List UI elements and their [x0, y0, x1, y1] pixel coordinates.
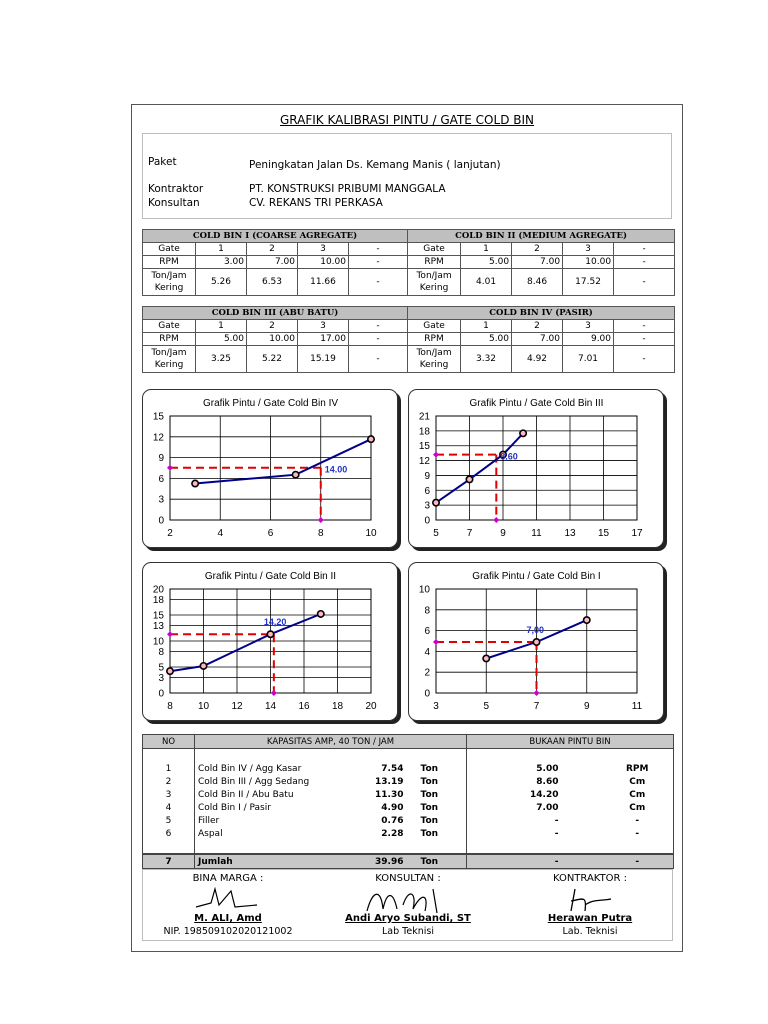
cell: 5.00: [461, 333, 512, 346]
bin-2-title: COLD BIN II (MEDIUM AGREGATE): [408, 230, 675, 243]
row-name: Cold Bin III / Agg Sedang: [195, 775, 367, 788]
cell: 2: [247, 320, 298, 333]
signature-kontraktor-mark: [561, 885, 621, 915]
row-value: 7.54: [381, 763, 404, 774]
cell: 3.00: [196, 256, 247, 269]
y-tick-label: 9: [158, 453, 164, 465]
y-tick-label: 15: [418, 441, 430, 453]
x-tick-label: 11: [531, 528, 542, 539]
cell: -: [614, 243, 675, 256]
cell: 1: [461, 243, 512, 256]
y-tick-label: 15: [152, 411, 164, 423]
cell: -: [349, 243, 408, 256]
cell: 1: [196, 243, 247, 256]
data-point: [167, 668, 173, 674]
ton-label-2: Kering: [419, 360, 449, 370]
cell: 3: [563, 320, 614, 333]
row-open-unit: RPM: [602, 762, 674, 775]
row-value: 11.30: [375, 789, 404, 800]
cell: 2: [512, 243, 563, 256]
chart-bin-iv: [143, 390, 397, 547]
ton-label-2: Kering: [154, 283, 184, 293]
cell: 17.00: [298, 333, 349, 346]
x-tick-label: 4: [217, 528, 224, 539]
spacer: [562, 801, 602, 814]
row-unit: Ton: [407, 827, 467, 840]
series-line: [195, 439, 371, 483]
row-open: -: [554, 815, 559, 826]
readout-marker-y: [433, 639, 439, 645]
bin-table-1-2: [142, 229, 675, 296]
readout-label: 14.00: [324, 464, 348, 475]
y-tick-label: 6: [424, 626, 430, 638]
chart-title: Grafik Pintu / Gate Cold Bin III: [469, 398, 604, 409]
summary-row: [143, 775, 674, 788]
nip-bina-marga: NIP. 198509102020121002: [163, 926, 293, 937]
gate-label: Gate: [143, 243, 196, 256]
cell: 5.26: [196, 269, 247, 296]
capacity-summary-table: [142, 734, 674, 869]
calibration-sheet: [131, 104, 683, 952]
x-tick-label: 6: [267, 528, 274, 539]
y-tick-label: 8: [424, 605, 430, 617]
bin-4-title: COLD BIN IV (PASIR): [408, 307, 675, 320]
cell: 10.00: [563, 256, 614, 269]
row-open-unit: Cm: [602, 801, 674, 814]
row-name: Cold Bin II / Abu Batu: [195, 788, 367, 801]
row-no: 5: [143, 814, 195, 827]
readout-label: 14,20: [263, 617, 287, 628]
data-point: [292, 472, 298, 478]
cell: 5.00: [196, 333, 247, 346]
data-point: [533, 639, 539, 645]
readout-label: 8,60: [500, 451, 518, 462]
cell: 2: [247, 243, 298, 256]
x-tick-label: 5: [433, 528, 439, 539]
cell: 5.22: [247, 346, 298, 373]
y-tick-label: 6: [424, 485, 430, 497]
total-no: 7: [143, 854, 195, 869]
cell: 17.52: [563, 269, 614, 296]
signature-konsultan: [323, 873, 493, 937]
readout-marker-x: [271, 690, 277, 696]
x-tick-label: 5: [483, 701, 490, 712]
cell: -: [349, 333, 408, 346]
y-tick-label: 10: [418, 584, 430, 596]
chart-title: Grafik Pintu / Gate Cold Bin I: [472, 571, 601, 582]
x-tick-label: 13: [564, 528, 576, 539]
page-title: GRAFIK KALIBRASI PINTU / GATE COLD BIN: [280, 113, 534, 127]
x-tick-label: 20: [365, 701, 377, 712]
row-name: Filler: [195, 814, 367, 827]
bin-table-3-4: [142, 306, 675, 373]
row-name: Cold Bin I / Pasir: [195, 801, 367, 814]
chart-bin-i: [409, 563, 663, 720]
signature-kontraktor: [505, 873, 675, 937]
ton-label-1: Ton/Jam: [151, 271, 187, 281]
y-tick-label: 0: [158, 688, 164, 700]
y-tick-label: 0: [158, 515, 164, 527]
summary-row: [143, 762, 674, 775]
cell: 3.25: [196, 346, 247, 373]
summary-row: [143, 801, 674, 814]
rpm-label: RPM: [143, 256, 196, 269]
x-tick-label: 12: [231, 701, 243, 712]
cell: 3.32: [461, 346, 512, 373]
spacer: [562, 762, 602, 775]
total-open-unit: -: [602, 854, 674, 869]
gate-label: Gate: [143, 320, 196, 333]
cell: -: [614, 256, 675, 269]
y-tick-label: 18: [152, 594, 164, 606]
spacer: [562, 827, 602, 840]
signature-konsultan-mark: [363, 883, 453, 917]
cell: 6.53: [247, 269, 298, 296]
x-tick-label: 11: [631, 701, 643, 712]
title-kontraktor: Lab. Teknisi: [562, 926, 618, 937]
kontraktor-label: Kontraktor: [148, 183, 204, 195]
chart-panel-bin-i: [408, 562, 664, 721]
y-tick-label: 6: [158, 473, 164, 485]
ton-label-2: Kering: [154, 360, 184, 370]
readout-label: 7,00: [526, 625, 545, 636]
series-line: [170, 614, 321, 671]
cell: -: [614, 269, 675, 296]
cell: 4.01: [461, 269, 512, 296]
cell: 9.00: [563, 333, 614, 346]
ton-label-2: Kering: [419, 283, 449, 293]
cell: 4.92: [512, 346, 563, 373]
row-open: 8.60: [536, 776, 559, 787]
cell: 3: [298, 320, 349, 333]
cell: 8.46: [512, 269, 563, 296]
row-open: -: [554, 828, 559, 839]
cell: -: [614, 333, 675, 346]
x-tick-label: 18: [331, 701, 344, 712]
spacer: [562, 788, 602, 801]
x-tick-label: 7: [466, 528, 473, 539]
data-point: [318, 611, 324, 617]
project-info-box: [142, 133, 672, 219]
role-bina-marga: BINA MARGA :: [192, 873, 264, 884]
cell: 7.00: [512, 256, 563, 269]
series-line: [436, 433, 523, 502]
chart-title: Grafik Pintu / Gate Cold Bin IV: [202, 398, 339, 409]
y-tick-label: 3: [158, 672, 164, 684]
row-open: 5.00: [536, 763, 559, 774]
row-no: 4: [143, 801, 195, 814]
row-unit: Ton: [407, 814, 467, 827]
row-no: 6: [143, 827, 195, 840]
kontraktor-value: PT. KONSTRUKSI PRIBUMI MANGGALA: [249, 183, 446, 195]
spacer: [562, 775, 602, 788]
cell: 1: [461, 320, 512, 333]
chart-bin-ii: [143, 563, 397, 720]
total-open: -: [467, 854, 562, 869]
chart-panel-bin-iv: [142, 389, 398, 548]
cell: -: [349, 256, 408, 269]
name-kontraktor: Herawan Putra: [547, 913, 633, 924]
cell: 3: [563, 243, 614, 256]
ton-label-1: Ton/Jam: [151, 348, 187, 358]
x-tick-label: 8: [167, 701, 173, 712]
ton-label: [143, 269, 196, 296]
y-tick-label: 10: [152, 636, 164, 648]
konsultan-label: Konsultan: [148, 197, 200, 209]
y-tick-label: 13: [152, 620, 164, 632]
rpm-label: RPM: [408, 256, 461, 269]
bin-3-title: COLD BIN III (ABU BATU): [143, 307, 408, 320]
summary-row: [143, 827, 674, 840]
y-tick-label: 0: [424, 688, 430, 700]
y-tick-label: 12: [152, 432, 164, 444]
gate-label: Gate: [408, 320, 461, 333]
cell: -: [349, 269, 408, 296]
row-no: 2: [143, 775, 195, 788]
row-no: 1: [143, 762, 195, 775]
row-value: 2.28: [381, 828, 404, 839]
y-tick-label: 3: [158, 494, 164, 506]
x-tick-label: 8: [317, 528, 324, 539]
readout-marker-x: [534, 690, 540, 696]
x-tick-label: 14: [264, 701, 277, 712]
chart-title: Grafik Pintu / Gate Cold Bin II: [204, 571, 337, 582]
data-point: [267, 631, 273, 637]
x-tick-label: 2: [167, 528, 173, 539]
x-tick-label: 17: [631, 528, 643, 539]
cell: 7.00: [512, 333, 563, 346]
paket-value: Peningkatan Jalan Ds. Kemang Manis ( lanjutan): [249, 159, 501, 171]
row-value: 0.76: [381, 815, 404, 826]
chart-bin-iii: [409, 390, 663, 547]
header-no: NO: [143, 735, 195, 749]
row-open-unit: -: [602, 814, 674, 827]
total-value: 39.96: [367, 854, 407, 869]
y-tick-label: 12: [418, 456, 430, 468]
cell: 3: [298, 243, 349, 256]
cell: 1: [196, 320, 247, 333]
data-point: [520, 430, 526, 436]
readout-marker-x: [493, 517, 499, 523]
data-point: [466, 476, 472, 482]
paket-label: Paket: [148, 156, 177, 168]
cell: 15.19: [298, 346, 349, 373]
cell: -: [614, 346, 675, 373]
ton-label-1: Ton/Jam: [416, 348, 452, 358]
header-bukaan: BUKAAN PINTU BIN: [467, 735, 674, 749]
ton-label: [143, 346, 196, 373]
row-unit: Ton: [407, 762, 467, 775]
y-tick-label: 20: [152, 584, 164, 596]
signature-bina-marga-mark: [191, 885, 261, 913]
cell: -: [349, 346, 408, 373]
x-tick-label: 7: [533, 701, 540, 712]
total-unit: Ton: [407, 854, 467, 869]
rpm-label: RPM: [143, 333, 196, 346]
signature-bina-marga: [143, 873, 313, 937]
summary-row: [143, 814, 674, 827]
y-tick-label: 5: [158, 662, 164, 674]
row-unit: Ton: [407, 788, 467, 801]
cell: 11.66: [298, 269, 349, 296]
readout-marker-y: [433, 452, 439, 458]
name-konsultan: Andi Aryo Subandi, ST: [345, 913, 471, 924]
row-value: 4.90: [381, 802, 404, 813]
y-tick-label: 15: [152, 610, 164, 622]
role-kontraktor: KONTRAKTOR :: [552, 873, 628, 884]
y-tick-label: 3: [424, 500, 430, 512]
summary-row: [143, 788, 674, 801]
spacer: [562, 814, 602, 827]
role-konsultan: KONSULTAN :: [375, 873, 441, 884]
gate-label: Gate: [408, 243, 461, 256]
ton-label-1: Ton/Jam: [416, 271, 452, 281]
chart-panel-bin-ii: [142, 562, 398, 721]
row-open: 14.20: [530, 789, 559, 800]
data-point: [584, 617, 590, 623]
x-tick-label: 10: [197, 701, 210, 712]
ton-label: [408, 269, 461, 296]
data-point: [483, 655, 489, 661]
konsultan-value: CV. REKANS TRI PERKASA: [249, 197, 383, 209]
y-tick-label: 0: [424, 515, 430, 527]
data-point: [368, 436, 374, 442]
bin-1-title: COLD BIN I (COARSE AGREGATE): [143, 230, 408, 243]
cell: 7.01: [563, 346, 614, 373]
y-tick-label: 21: [418, 411, 430, 423]
y-tick-label: 2: [424, 667, 430, 679]
cell: 5.00: [461, 256, 512, 269]
cell: 10.00: [298, 256, 349, 269]
ton-label: [408, 346, 461, 373]
data-point: [192, 480, 198, 486]
chart-panel-bin-iii: [408, 389, 664, 548]
row-unit: Ton: [407, 801, 467, 814]
row-open-unit: -: [602, 827, 674, 840]
x-tick-label: 9: [583, 701, 590, 712]
readout-marker-x: [318, 517, 324, 523]
readout-marker-y: [167, 631, 173, 637]
cell: 7.00: [247, 256, 298, 269]
cell: 2: [512, 320, 563, 333]
signature-block: [142, 869, 673, 941]
data-point: [433, 499, 439, 505]
row-unit: Ton: [407, 775, 467, 788]
row-name: Aspal: [195, 827, 367, 840]
cell: -: [614, 320, 675, 333]
y-tick-label: 18: [418, 426, 430, 438]
row-value: 13.19: [375, 776, 404, 787]
row-name: Cold Bin IV / Agg Kasar: [195, 762, 367, 775]
x-tick-label: 16: [298, 701, 310, 712]
row-open-unit: Cm: [602, 788, 674, 801]
row-open-unit: Cm: [602, 775, 674, 788]
readout-marker-y: [167, 465, 173, 471]
y-tick-label: 9: [424, 470, 430, 482]
x-tick-label: 10: [365, 528, 377, 539]
name-bina-marga: M. ALI, Amd: [194, 913, 262, 924]
x-tick-label: 9: [500, 528, 506, 539]
cell: 10.00: [247, 333, 298, 346]
y-tick-label: 4: [424, 646, 430, 658]
x-tick-label: 3: [433, 701, 439, 712]
y-tick-label: 8: [158, 646, 164, 658]
cell: -: [349, 320, 408, 333]
data-point: [200, 663, 206, 669]
total-name: Jumlah: [195, 854, 367, 869]
x-tick-label: 15: [597, 528, 610, 539]
title-konsultan: Lab Teknisi: [382, 926, 434, 937]
header-kapasitas: KAPASITAS AMP, 40 TON / JAM: [195, 735, 467, 749]
row-no: 3: [143, 788, 195, 801]
rpm-label: RPM: [408, 333, 461, 346]
row-open: 7.00: [536, 802, 559, 813]
